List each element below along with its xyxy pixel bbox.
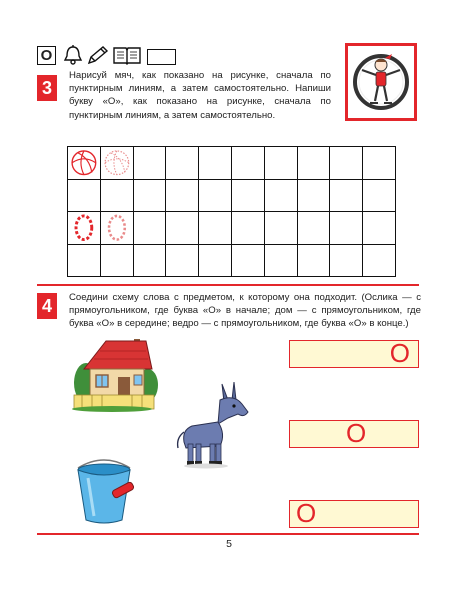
ball-dotted-drawing <box>101 147 133 179</box>
task-instruction: Соедини схему слова с предметом, к которому она подходит. (Ослика — с прямоугольником, где буква «О» в начале; дом — с прямоугольником, где буква «О» в середине; ведро — с прямоугольником, где буква «О» в конце.) <box>69 292 421 330</box>
grid-cell[interactable] <box>199 147 232 180</box>
grid-cell[interactable] <box>166 245 199 278</box>
grid-cell[interactable] <box>298 212 331 245</box>
task-number-badge: 4 <box>37 293 57 319</box>
grid-cell[interactable] <box>232 212 265 245</box>
grid-cell-letter-dotted[interactable] <box>101 212 134 245</box>
schema-letter: О <box>296 498 317 528</box>
grid-cell[interactable] <box>363 180 396 213</box>
grid-cell[interactable] <box>265 147 298 180</box>
word-schema-box-letter-start[interactable] <box>289 500 419 528</box>
grid-cell[interactable] <box>265 245 298 278</box>
page-number: 5 <box>226 538 232 550</box>
grid-cell[interactable] <box>298 245 331 278</box>
grid-cell[interactable] <box>68 180 101 213</box>
grid-cell-ball-dotted[interactable] <box>101 147 134 180</box>
grid-cell[interactable] <box>330 245 363 278</box>
grid-cell[interactable] <box>166 147 199 180</box>
grid-cell-ball-sample[interactable] <box>68 147 101 180</box>
bucket-picture[interactable] <box>72 458 138 528</box>
task-instruction: Нарисуй мяч, как показано на рисунке, сначала по пунктирным линиям, а затем самостоятельно. Напиши букву «О», как показано на рисунке, сначала по пунктирным линиям, а затем самостоятельно. <box>69 70 331 121</box>
grid-cell[interactable] <box>101 245 134 278</box>
pencil-icon <box>86 44 110 66</box>
grid-cell[interactable] <box>166 180 199 213</box>
grid-cell[interactable] <box>330 212 363 245</box>
letter-o-sample-drawing <box>68 212 100 244</box>
grid-cell[interactable] <box>265 212 298 245</box>
word-schema-box-letter-end[interactable] <box>289 340 419 368</box>
grid-cell[interactable] <box>265 180 298 213</box>
grid-cell-letter-sample[interactable] <box>68 212 101 245</box>
schema-letter: О <box>346 418 367 448</box>
grid-cell[interactable] <box>101 180 134 213</box>
grid-cell[interactable] <box>363 147 396 180</box>
task-number-badge: 3 <box>37 75 57 101</box>
grid-cell[interactable] <box>298 147 331 180</box>
grid-cell[interactable] <box>363 212 396 245</box>
girl-with-hoop-picture <box>348 46 414 118</box>
grid-cell[interactable] <box>232 245 265 278</box>
grid-cell[interactable] <box>232 180 265 213</box>
ball-sample-drawing <box>68 147 100 179</box>
house-picture[interactable] <box>72 333 158 413</box>
grid-cell[interactable] <box>199 180 232 213</box>
grid-cell[interactable] <box>199 212 232 245</box>
bell-icon <box>62 44 84 66</box>
grid-cell[interactable] <box>68 245 101 278</box>
letter-o-dotted-drawing <box>101 212 133 244</box>
practice-grid[interactable] <box>67 146 396 277</box>
empty-rectangle <box>147 49 176 65</box>
grid-cell[interactable] <box>134 245 167 278</box>
schema-letter: О <box>389 338 410 368</box>
grid-cell[interactable] <box>330 147 363 180</box>
footer-divider <box>37 533 419 535</box>
grid-cell[interactable] <box>134 180 167 213</box>
grid-cell[interactable] <box>166 212 199 245</box>
word-schema-box-letter-middle[interactable] <box>289 420 419 448</box>
book-icon <box>112 44 142 66</box>
grid-cell[interactable] <box>134 147 167 180</box>
grid-cell[interactable] <box>363 245 396 278</box>
grid-cell[interactable] <box>330 180 363 213</box>
grid-cell[interactable] <box>199 245 232 278</box>
donkey-picture[interactable] <box>172 378 254 470</box>
grid-cell[interactable] <box>232 147 265 180</box>
section-divider <box>37 284 419 286</box>
grid-cell[interactable] <box>298 180 331 213</box>
grid-cell[interactable] <box>134 212 167 245</box>
letter-box: О <box>37 46 56 65</box>
exercise-picture-frame <box>345 43 417 121</box>
